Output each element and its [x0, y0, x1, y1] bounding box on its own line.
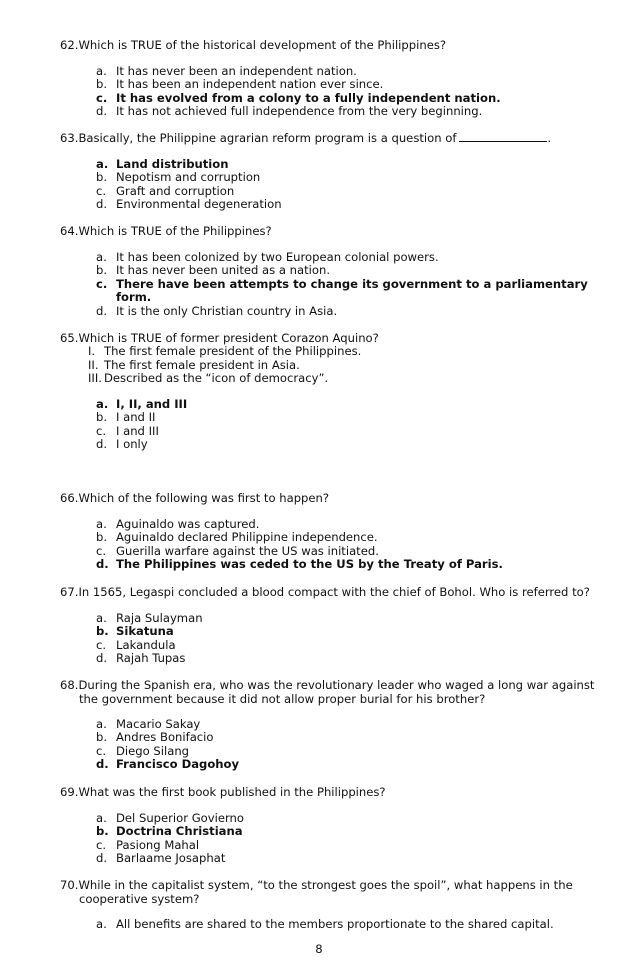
option-67-a: a. Raja Sulayman	[96, 611, 203, 625]
option-67-b-answer: b. Sikatuna	[96, 624, 174, 639]
question-stem: During the Spanish era, who was the revolutionary leader who waged a long war against	[78, 678, 595, 692]
question-stem: Basically, the Philippine agrarian reform program is a question of	[78, 131, 457, 145]
statement-i: I. The first female president of the Philippines.	[88, 344, 362, 358]
options-67	[96, 612, 596, 666]
option-68-b: b. Andres Bonifacio	[96, 730, 214, 745]
question-stem: In 1565, Legaspi concluded a blood compact with the chief of Bohol. Who is referred to?	[78, 585, 590, 599]
question-stem: What was the first book published in the Philippines?	[78, 785, 386, 799]
question-number: 69.	[60, 785, 79, 799]
option-62-b: b. It has been an independent nation ever since.	[96, 77, 384, 92]
option-64-b: b. It has never been united as a nation.	[96, 263, 331, 278]
question-69	[60, 785, 600, 799]
question-number: 66.	[60, 491, 79, 505]
option-67-d: d. Rajah Tupas	[96, 651, 186, 666]
option-66-b: b. Aguinaldo declared Philippine independence.	[96, 530, 378, 545]
option-63-d: d. Environmental degeneration	[96, 197, 282, 212]
option-65-b: b. I and II	[96, 410, 156, 425]
option-68-a: a. Macario Sakay	[96, 717, 201, 731]
option-64-d: d. It is the only Christian country in Asia.	[96, 303, 338, 318]
option-70-a: a. All benefits are shared to the members proportionate to the shared capital.	[96, 917, 554, 931]
question-stem-continued: the government because it did not allow proper burial for his brother?	[79, 692, 486, 706]
question-70	[60, 878, 620, 906]
options-65	[96, 398, 596, 452]
options-66	[96, 518, 596, 572]
option-69-b-answer: b. Doctrina Christiana	[96, 824, 243, 839]
question-63: 63.Basically, the Philippine agrarian reform program is a question of .	[60, 131, 552, 145]
option-66-d-answer: d. The Philippines was ceded to the US by the Treaty of Paris.	[96, 557, 503, 572]
question-number: 62.	[60, 38, 79, 52]
question-stem: Which is TRUE of former president Corazon Aquino?	[78, 331, 379, 345]
question-stem: Which is TRUE of the Philippines?	[78, 224, 272, 238]
option-67-c: c. Lakandula	[96, 637, 176, 652]
question-number: 64.	[60, 224, 79, 238]
question-67	[60, 585, 620, 599]
options-62	[96, 65, 596, 119]
answer-blank	[459, 131, 547, 142]
option-66-c: c. Guerilla warfare against the US was initiated.	[96, 543, 379, 558]
option-65-d: d. I only	[96, 437, 148, 452]
question-stem: Which is TRUE of the historical development of the Philippines?	[78, 38, 447, 52]
option-65-c: c. I and III	[96, 423, 159, 438]
question-number: 65.	[60, 331, 79, 345]
option-63-c: c. Graft and corruption	[96, 183, 235, 198]
page-number: 8	[315, 942, 323, 956]
options-63	[96, 158, 596, 212]
option-69-a: a. Del Superior Govierno	[96, 811, 244, 825]
question-66	[60, 491, 600, 505]
question-65	[60, 331, 600, 345]
option-68-c: c. Diego Silang	[96, 743, 190, 758]
option-68-d-answer: d. Francisco Dagohoy	[96, 757, 240, 772]
question-number: 67.	[60, 585, 79, 599]
option-64-c-answer: c. There have been attempts to change its government to a parliamentary form.	[96, 276, 588, 305]
options-69	[96, 812, 596, 866]
question-62	[60, 38, 600, 52]
options-70	[96, 918, 596, 931]
option-62-c-answer: c. It has evolved from a colony to a fully independent nation.	[96, 90, 501, 105]
question-68	[60, 678, 620, 706]
statement-ii: II. The first female president in Asia.	[88, 357, 300, 372]
option-63-a-answer: a. Land distribution	[96, 157, 229, 171]
statements-65	[88, 345, 568, 386]
question-64	[60, 224, 600, 238]
question-stem: Which of the following was first to happen?	[78, 491, 330, 505]
option-69-c: c. Pasiong Mahal	[96, 837, 200, 852]
option-65-a-answer: a. I, II, and III	[96, 397, 188, 411]
option-62-a: a. It has never been an independent nation.	[96, 64, 357, 78]
option-64-a: a. It has been colonized by two European colonial powers.	[96, 250, 439, 264]
question-number: 63.	[60, 131, 79, 145]
question-stem: While in the capitalist system, “to the strongest goes the spoil”, what happens in the	[78, 878, 573, 892]
option-69-d: d. Barlaame Josaphat	[96, 851, 226, 866]
statement-iii: III. Described as the “icon of democracy”.	[88, 371, 329, 385]
question-number: 68.	[60, 678, 79, 692]
question-stem-continued: cooperative system?	[79, 892, 200, 906]
option-62-d: d. It has not achieved full independence from the very beginning.	[96, 104, 483, 119]
options-64	[96, 251, 596, 318]
question-number: 70.	[60, 878, 79, 892]
option-63-b: b. Nepotism and corruption	[96, 170, 261, 185]
options-68	[96, 718, 596, 772]
option-66-a: a. Aguinaldo was captured.	[96, 517, 260, 531]
